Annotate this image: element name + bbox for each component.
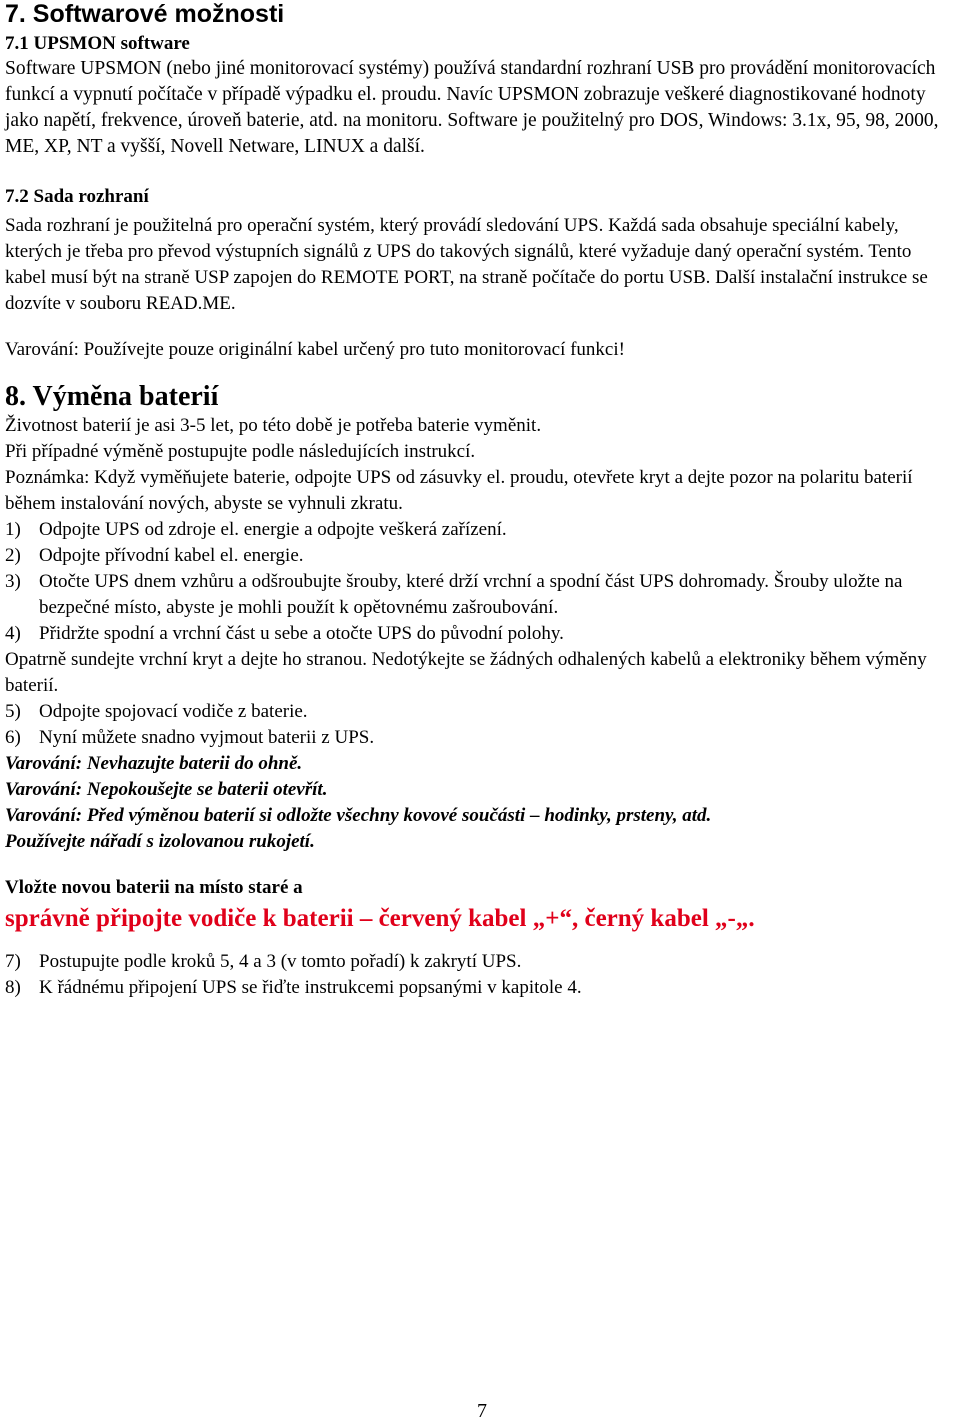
warning-tools: Používejte nářadí s izolovanou rukojetí. [5,831,315,852]
list-item [5,949,955,975]
step-number: 7) [5,951,21,972]
step-number: 2) [5,545,21,566]
section-7-1-text: Software UPSMON (nebo jiné monitorovací systémy) používá standardní rozhraní USB pro provádění monitorovacích funkcí a vypnutí počítače v případě výpadku el. proudu. Navíc UPSMON zobrazuje veškeré diagnostikované hodnoty jako napětí, frekvence, úroveň baterie, atd. na monitoru. Software je použitelný pro DOS, Windows: 3.1x, 95, 98, 2000, ME, XP, NT a vyšší, Novell Netware, LINUX a další. [5,58,939,157]
section-7-warning: Varování: Používejte pouze originální kabel určený pro tuto monitorovací funkci! [5,339,625,360]
list-item [5,975,955,1001]
section-8-title [5,381,955,413]
step-number: 8) [5,977,21,998]
warning-open: Varování: Nepokoušejte se baterii otevřít. [5,779,328,800]
step-number: 5) [5,701,21,722]
step-text: Odpojte přívodní kabel el. energie. [39,545,304,566]
section-8-heading: Výměna baterií [32,381,219,412]
list-item [5,543,955,569]
step-text: Odpojte spojovací vodiče z baterie. [39,701,308,722]
section-7-1-title: 7.1 UPSMON software [5,33,190,54]
step-text: Přidržte spodní a vrchní část u sebe a otočte UPS do původní polohy. [39,623,564,644]
section-7-2-paragraph: Sada rozhraní je použitelná pro operační systém, který provádí sledování UPS. Každá sada obsahuje speciální kabely, kterých je třeba pro převod výstupních signálů z UPS do takových signálů, které vyžaduje daný operační systém. Tento kabel musí být na straně USP zapojen do REMOTE PORT, na straně počítače do portu USB. Další instalační instrukce se dozvíte v souboru READ.ME. [5,215,928,314]
step-number: 6) [5,727,21,748]
page-number: 7 [477,1400,487,1422]
step-text: Postupujte podle kroků 5, 4 a 3 (v tomto pořadí) k zakrytí UPS. [39,951,522,972]
step-number: 1) [5,519,21,540]
list-item [5,569,955,621]
instructions-line: Při případné výměně postupujte podle následujících instrukcí. [5,441,476,462]
step-text: K řádnému připojení UPS se řiďte instrukcemi popsanými v kapitole 4. [39,977,582,998]
section-7-2-title: 7.2 Sada rozhraní [5,186,149,207]
warning-metal: Varování: Před výměnou baterií si odložte všechny kovové součásti – hodinky, prsteny, atd. [5,805,712,826]
list-item [5,621,955,647]
section-7-1-paragraph [5,56,955,160]
section-7-title: 7. Softwarové možnosti [5,0,285,28]
step-text: Otočte UPS dnem vzhůru a odšroubujte šrouby, které drží vrchní a spodní část UPS dohromady. Šrouby uložte na bezpečné místo, abyste je mohli použít k opětovnému zašroubování. [39,571,903,618]
list-item [5,699,955,725]
section-8-number: 8. [5,381,26,412]
step-number: 4) [5,623,21,644]
polarity-line: správně připojte vodiče k baterii – červený kabel „+“, černý kabel „-„. [5,905,755,932]
note-line: Poznámka: Když vyměňujete baterie, odpojte UPS od zásuvky el. proudu, otevřete kryt a dejte pozor na polaritu baterií během instalování nových, abyste se vyhnuli zkratu. [5,467,913,514]
careful-paragraph: Opatrně sundejte vrchní kryt a dejte ho stranou. Nedotýkejte se žádných odhalených kabelů a elektroniky během výměny baterií. [5,649,927,696]
step-text: Odpojte UPS od zdroje el. energie a odpojte veškerá zařízení. [39,519,507,540]
battery-life-line: Životnost baterií je asi 3-5 let, po této době je potřeba baterie vyměnit. [5,415,542,436]
document-page [5,0,955,1001]
warning-fire: Varování: Nevhazujte baterii do ohně. [5,753,303,774]
step-text: Nyní můžete snadno vyjmout baterii z UPS. [39,727,375,748]
step-number: 3) [5,571,21,592]
insert-battery-line: Vložte novou baterii na místo staré a [5,877,303,898]
list-item [5,725,955,751]
list-item [5,517,955,543]
